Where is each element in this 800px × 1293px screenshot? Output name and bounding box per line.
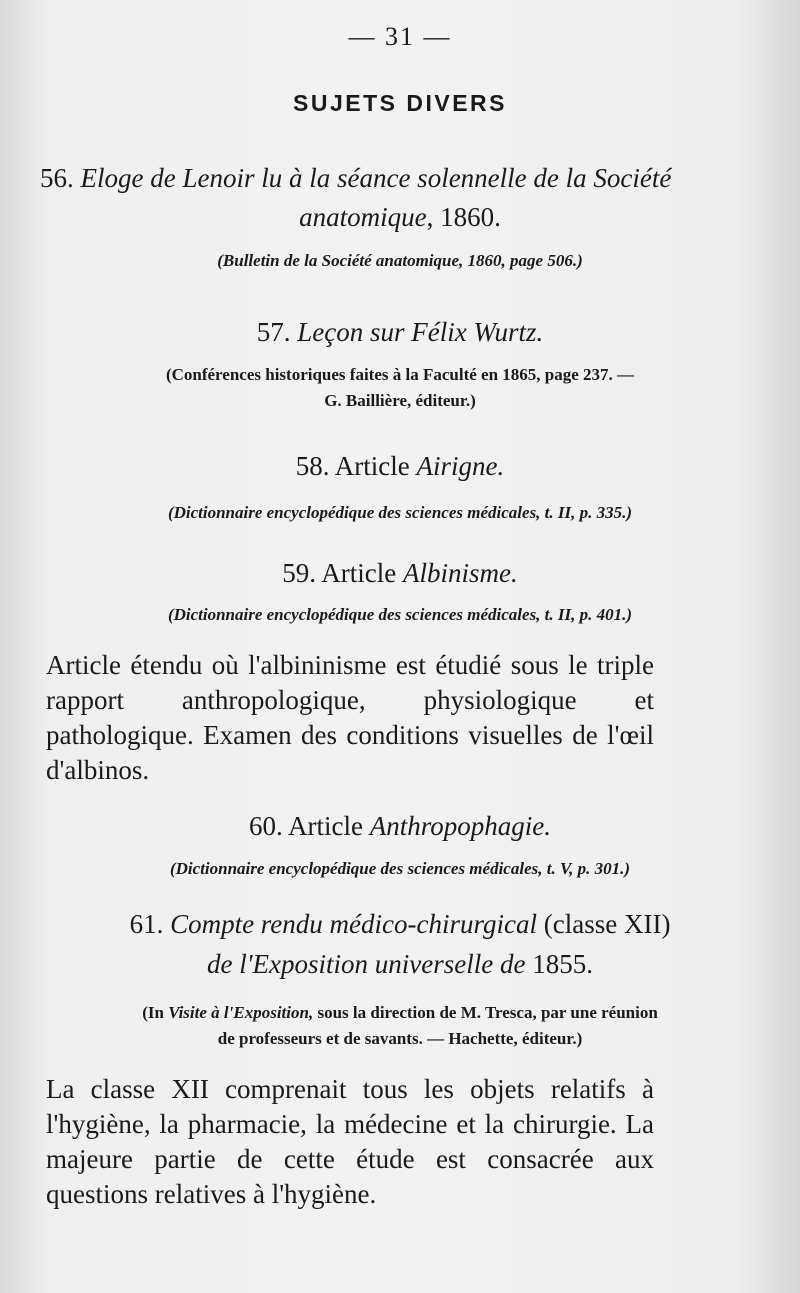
entry-number: 61. <box>129 909 164 939</box>
entry-56-title-line1 <box>40 158 780 198</box>
entry-56-reference <box>0 248 800 274</box>
page-number: — 31 — <box>348 22 452 51</box>
entry-56-title-line2 <box>0 197 800 237</box>
reference-part: sous la direction de M. Tresca, par une réunion <box>313 1003 658 1022</box>
entry-60-title <box>0 806 800 846</box>
entry-number: 56. <box>40 163 74 193</box>
entry-61-title-line1 <box>0 904 800 944</box>
entry-prefix: Article <box>334 451 410 481</box>
entry-61-title-line2 <box>0 944 800 984</box>
entry-61-reference <box>0 1000 800 1052</box>
entry-59-title <box>0 553 800 593</box>
entry-title: Leçon sur Félix Wurtz. <box>297 317 544 347</box>
entry-year: 1855. <box>532 949 593 979</box>
entry-58-title <box>0 446 800 486</box>
section-title: SUJETS DIVERS <box>293 90 507 116</box>
reference-line: (Conférences historiques faites à la Faculté en 1865, page 237. — <box>165 365 635 384</box>
entry-title-suffix: (classe XII) <box>543 909 671 939</box>
reference-text: (Bulletin de la Société anatomique, 1860, page 506.) <box>217 251 583 270</box>
reference-text: (Dictionnaire encyclopédique des sciences médicales, t. II, p. 335.) <box>167 503 633 522</box>
entry-title: Albinisme. <box>402 558 518 588</box>
reference-text: (Dictionnaire encyclopédique des sciences médicales, t. V, p. 301.) <box>169 859 631 878</box>
reference-part: (In <box>142 1003 169 1022</box>
entry-prefix: Article <box>288 811 363 841</box>
reference-line <box>0 1000 800 1026</box>
entry-title-cont: de l'Exposition universelle de <box>207 949 526 979</box>
entry-year: , 1860. <box>426 202 501 232</box>
entry-title-cont: anatomique <box>299 202 427 232</box>
entry-57-title <box>0 312 800 352</box>
entry-title: Airigne. <box>416 451 505 481</box>
entry-60-reference <box>0 856 800 882</box>
entry-59-reference <box>0 602 800 628</box>
reference-line: G. Baillière, éditeur.) <box>324 391 476 410</box>
entry-number: 59. <box>282 558 316 588</box>
reference-text: (Dictionnaire encyclopédique des sciences médicales, t. II, p. 401.) <box>167 605 633 624</box>
entry-59-description: Article étendu où l'albininisme est étudié sous le triple rapport anthropologique, physiologique et pathologique. Examen des conditions visuelles de l'œil d'albinos. <box>46 650 654 785</box>
entry-57-reference <box>0 362 800 414</box>
entry-61-description: La classe XII comprenait tous les objets relatifs à l'hygiène, la pharmacie, la médecine et la chirurgie. La majeure partie de cette étude est consacrée aux questions relatives à l'hygiène. <box>46 1074 654 1209</box>
entry-number: 60. <box>249 811 283 841</box>
entry-number: 57. <box>256 317 291 347</box>
entry-number: 58. <box>295 451 330 481</box>
entry-prefix: Article <box>321 558 397 588</box>
entry-58-reference <box>0 500 800 526</box>
entry-title: Anthropophagie. <box>369 811 551 841</box>
entry-title: Compte rendu médico-chirurgical <box>170 909 537 939</box>
reference-line: de professeurs et de savants. — Hachette, éditeur.) <box>217 1029 583 1048</box>
entry-title: Eloge de Lenoir lu à la séance solennelle de la Société <box>80 163 672 193</box>
reference-italic: Visite à l'Exposition, <box>168 1003 314 1022</box>
